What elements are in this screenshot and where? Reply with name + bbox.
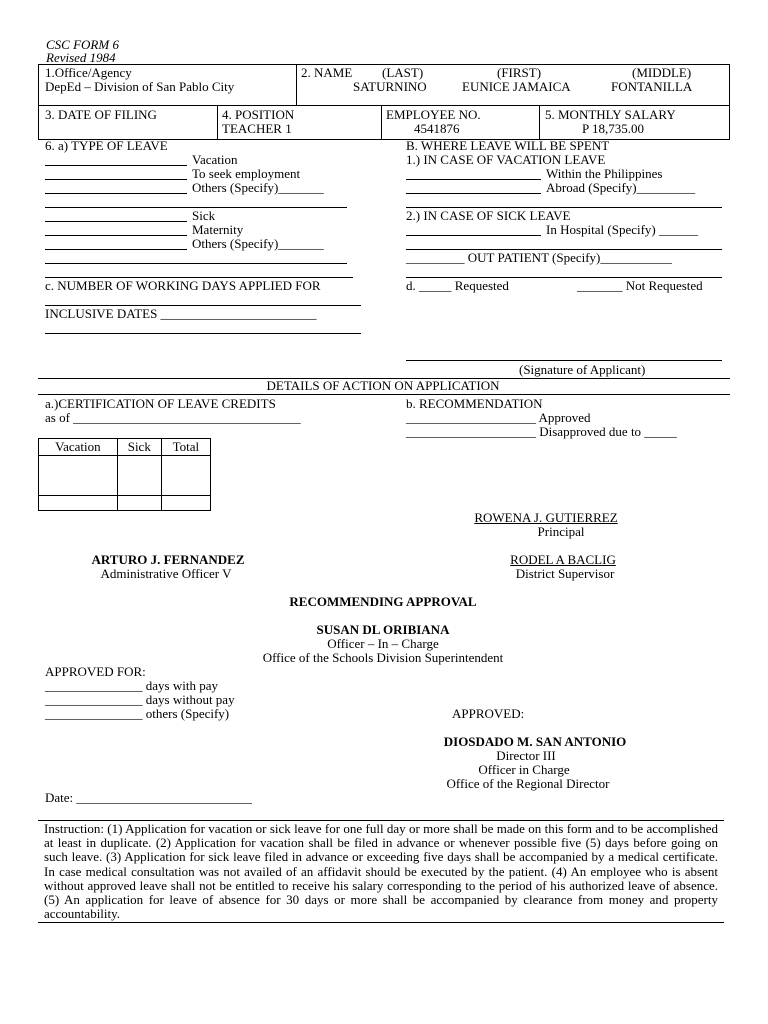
last-label: (LAST) <box>382 65 424 80</box>
first-name-value: EUNICE JAMAICA <box>462 79 571 94</box>
certification-label: a.)CERTIFICATION OF LEAVE CREDITS <box>45 396 276 411</box>
others-sick-option: Others (Specify)_______ <box>192 236 324 251</box>
office-value: DepEd – Division of San Pablo City <box>45 79 235 94</box>
credits-cell[interactable] <box>39 496 118 511</box>
action-title: DETAILS OF ACTION ON APPLICATION <box>266 378 500 393</box>
approved-for-title: APPROVED FOR: <box>45 664 146 679</box>
action-bottom-rule <box>38 394 730 395</box>
last-name-value: SATURNINO <box>353 79 427 94</box>
vacation-blank[interactable] <box>45 165 187 166</box>
days-with-pay: _______________ days with pay <box>45 678 218 693</box>
position-label: 4. POSITION <box>222 107 295 122</box>
where-spent-title: B. WHERE LEAVE WILL BE SPENT <box>406 138 610 153</box>
maternity-option: Maternity <box>192 222 244 237</box>
vacation-option: Vacation <box>192 152 238 167</box>
signature-label: (Signature of Applicant) <box>519 362 646 377</box>
middle-name-value: FONTANILLA <box>611 79 693 94</box>
admin-title: Administrative Officer V <box>100 566 232 581</box>
office-label: 1.Office/Agency <box>45 65 132 80</box>
within-ph-option: Within the Philippines <box>546 166 663 181</box>
within-ph-blank[interactable] <box>406 179 541 180</box>
district-title: District Supervisor <box>515 566 615 581</box>
salary-value: P 18,735.00 <box>582 121 644 136</box>
inclusive-dates-label: INCLUSIVE DATES ________________________ <box>45 306 317 321</box>
oic-title: Officer – In – Charge <box>327 636 439 651</box>
approved-option: ____________________ Approved <box>406 410 591 425</box>
others-specify: _______________ others (Specify) <box>45 706 230 721</box>
maternity-blank[interactable] <box>45 235 187 236</box>
credits-cell[interactable] <box>117 496 161 511</box>
sick-blank[interactable] <box>45 221 187 222</box>
out-patient-option: _________ OUT PATIENT (Specify)___________ <box>406 250 672 265</box>
header-divider <box>296 64 297 106</box>
director-title: Director III <box>496 748 556 763</box>
first-label: (FIRST) <box>497 65 542 80</box>
recommendation-label: b. RECOMMENDATION <box>406 396 543 411</box>
abroad-option: Abroad (Specify)_________ <box>546 180 696 195</box>
director-name: DIOSDADO M. SAN ANTONIO <box>443 734 627 749</box>
commutation-not-requested: _______ Not Requested <box>577 278 703 293</box>
vacation-case-title: 1.) IN CASE OF VACATION LEAVE <box>406 152 606 167</box>
employee-no-value: 4541876 <box>414 121 460 136</box>
form-revised: Revised 1984 <box>46 50 116 65</box>
working-days-label: c. NUMBER OF WORKING DAYS APPLIED FOR <box>45 278 321 293</box>
header-divider-3 <box>381 105 382 140</box>
form-code: CSC FORM 6 <box>46 37 119 52</box>
employee-no-label: EMPLOYEE NO. <box>386 107 481 122</box>
sick-case-title: 2.) IN CASE OF SICK LEAVE <box>406 208 571 223</box>
header-divider-4 <box>539 105 540 140</box>
admin-name: ARTURO J. FERNANDEZ <box>91 552 245 567</box>
sick-option: Sick <box>192 208 216 223</box>
salary-label: 5. MONTHLY SALARY <box>545 107 676 122</box>
director-office: Office of the Regional Director <box>446 776 610 791</box>
in-hospital-blank[interactable] <box>406 235 541 236</box>
name-label: 2. NAME <box>301 65 353 80</box>
disapproved-option: ____________________ Disapproved due to _____ <box>406 424 677 439</box>
oic-office: Office of the Schools Division Superintendent <box>262 650 504 665</box>
oic-name: SUSAN DL ORIBIANA <box>316 622 450 637</box>
abroad-blank[interactable] <box>406 193 541 194</box>
leave-type-title: 6. a) TYPE OF LEAVE <box>45 138 168 153</box>
credits-header-total: Total <box>161 439 210 456</box>
others-vac-blank[interactable] <box>45 193 187 194</box>
signature-line[interactable] <box>406 360 722 361</box>
middle-label: (MIDDLE) <box>632 65 692 80</box>
position-value: TEACHER 1 <box>222 121 292 136</box>
others-sick-line[interactable] <box>45 263 347 264</box>
commutation-requested: d. _____ Requested <box>406 278 509 293</box>
days-without-pay: _______________ days without pay <box>45 692 235 707</box>
seek-employment-option: To seek employment <box>192 166 301 181</box>
seek-employment-blank[interactable] <box>45 179 187 180</box>
date-filing-label: 3. DATE OF FILING <box>45 107 157 122</box>
credits-cell[interactable] <box>117 456 161 496</box>
header-divider-2 <box>217 105 218 140</box>
inclusive-dates-line[interactable] <box>45 333 361 334</box>
date-field: Date: ___________________________ <box>45 790 252 805</box>
approved-label: APPROVED: <box>452 706 525 721</box>
principal-name: ROWENA J. GUTIERREZ <box>474 510 618 525</box>
principal-title: Principal <box>537 524 585 539</box>
district-name: RODEL A BACLIG <box>510 552 616 567</box>
credits-header-vacation: Vacation <box>39 439 118 456</box>
credits-header-sick: Sick <box>117 439 161 456</box>
credits-cell[interactable] <box>161 456 210 496</box>
as-of-label: as of ___________________________________ <box>45 410 301 425</box>
director-oic: Officer in Charge <box>478 762 570 777</box>
instruction-text: Instruction: (1) Application for vacation or sick leave for one full day or more shall be made on this form and to be accomplished at least in duplicate. (2) Application for vacation shall be filed in advance or whenever possible five (5) days before going on such leave. (3) Application for sick leave filed in advance or exceeding five days shall be accompanied by a medical certificate. In case medical consultation was not availed of an affidavit should be executed by the patient. (4) An employee who is absent without approved leave shall not be entitled to receive his salary corresponding to the period of his authorized leave of absence. (5) An application for leave of absence for 30 days or more shall be accompanied by clearance from money and property accountability. <box>38 820 724 923</box>
others-vacation-option: Others (Specify)_______ <box>192 180 324 195</box>
credits-cell[interactable] <box>161 496 210 511</box>
in-hospital-option: In Hospital (Specify) ______ <box>546 222 699 237</box>
leave-credits-table <box>38 438 211 511</box>
others-sick-blank[interactable] <box>45 249 187 250</box>
credits-cell[interactable] <box>39 456 118 496</box>
recommending-approval: RECOMMENDING APPROVAL <box>289 594 477 609</box>
